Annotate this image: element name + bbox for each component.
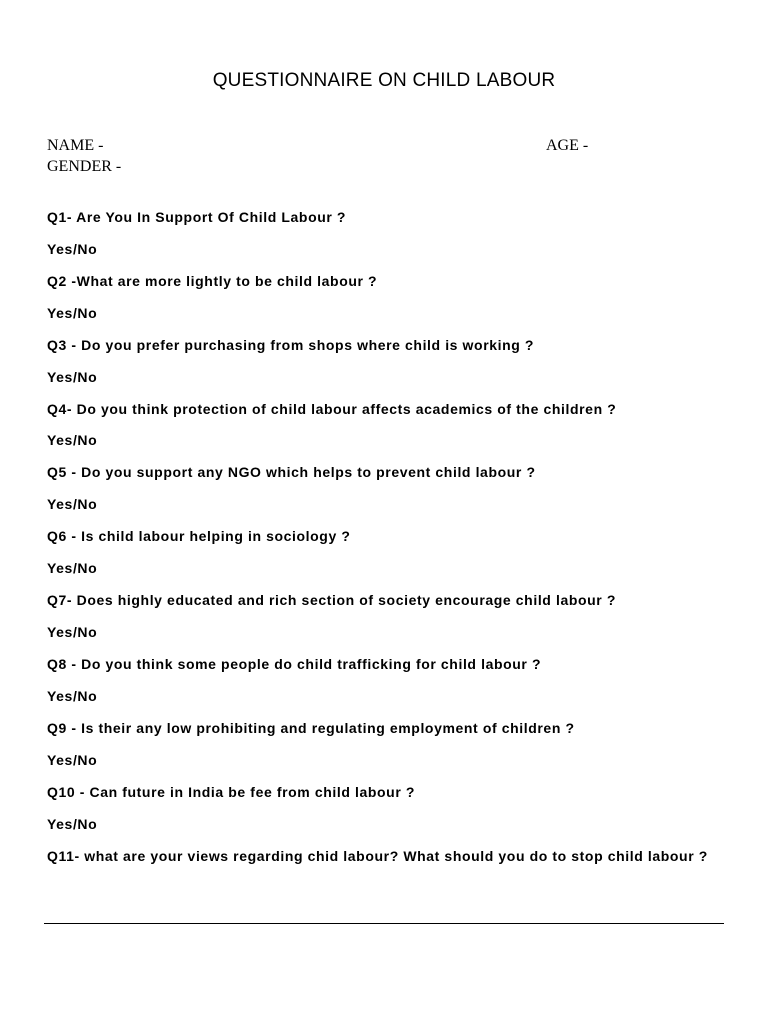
- question-8: Q8 - Do you think some people do child trafficking for child labour ?: [47, 656, 542, 672]
- gender-field-label: GENDER -: [47, 158, 122, 175]
- answer-7: Yes/No: [47, 624, 98, 640]
- answer-2: Yes/No: [47, 305, 98, 321]
- answer-8: Yes/No: [47, 688, 98, 704]
- answer-4: Yes/No: [47, 432, 98, 448]
- question-9: Q9 - Is their any low prohibiting and regulating employment of children ?: [47, 720, 575, 736]
- answer-1: Yes/No: [47, 241, 98, 257]
- question-4: Q4- Do you think protection of child labour affects academics of the children ?: [47, 401, 617, 417]
- question-1: Q1- Are You In Support Of Child Labour ?: [47, 209, 347, 225]
- question-7: Q7- Does highly educated and rich section of society encourage child labour ?: [47, 592, 616, 608]
- question-11: Q11- what are your views regarding chid labour? What should you do to stop child labour ?: [47, 848, 708, 864]
- question-2: Q2 -What are more lightly to be child labour ?: [47, 273, 378, 289]
- name-field-label: NAME -: [47, 137, 104, 154]
- answer-10: Yes/No: [47, 816, 98, 832]
- age-field-label: AGE -: [546, 137, 589, 154]
- page-title: QUESTIONNAIRE ON CHILD LABOUR: [212, 70, 556, 91]
- question-6: Q6 - Is child labour helping in sociology ?: [47, 528, 351, 544]
- answer-line-divider: [44, 923, 724, 924]
- question-10: Q10 - Can future in India be fee from child labour ?: [47, 784, 416, 800]
- answer-9: Yes/No: [47, 752, 98, 768]
- question-5: Q5 - Do you support any NGO which helps to prevent child labour ?: [47, 464, 536, 480]
- answer-3: Yes/No: [47, 369, 98, 385]
- answer-6: Yes/No: [47, 560, 98, 576]
- answer-5: Yes/No: [47, 496, 98, 512]
- question-3: Q3 - Do you prefer purchasing from shops where child is working ?: [47, 337, 535, 353]
